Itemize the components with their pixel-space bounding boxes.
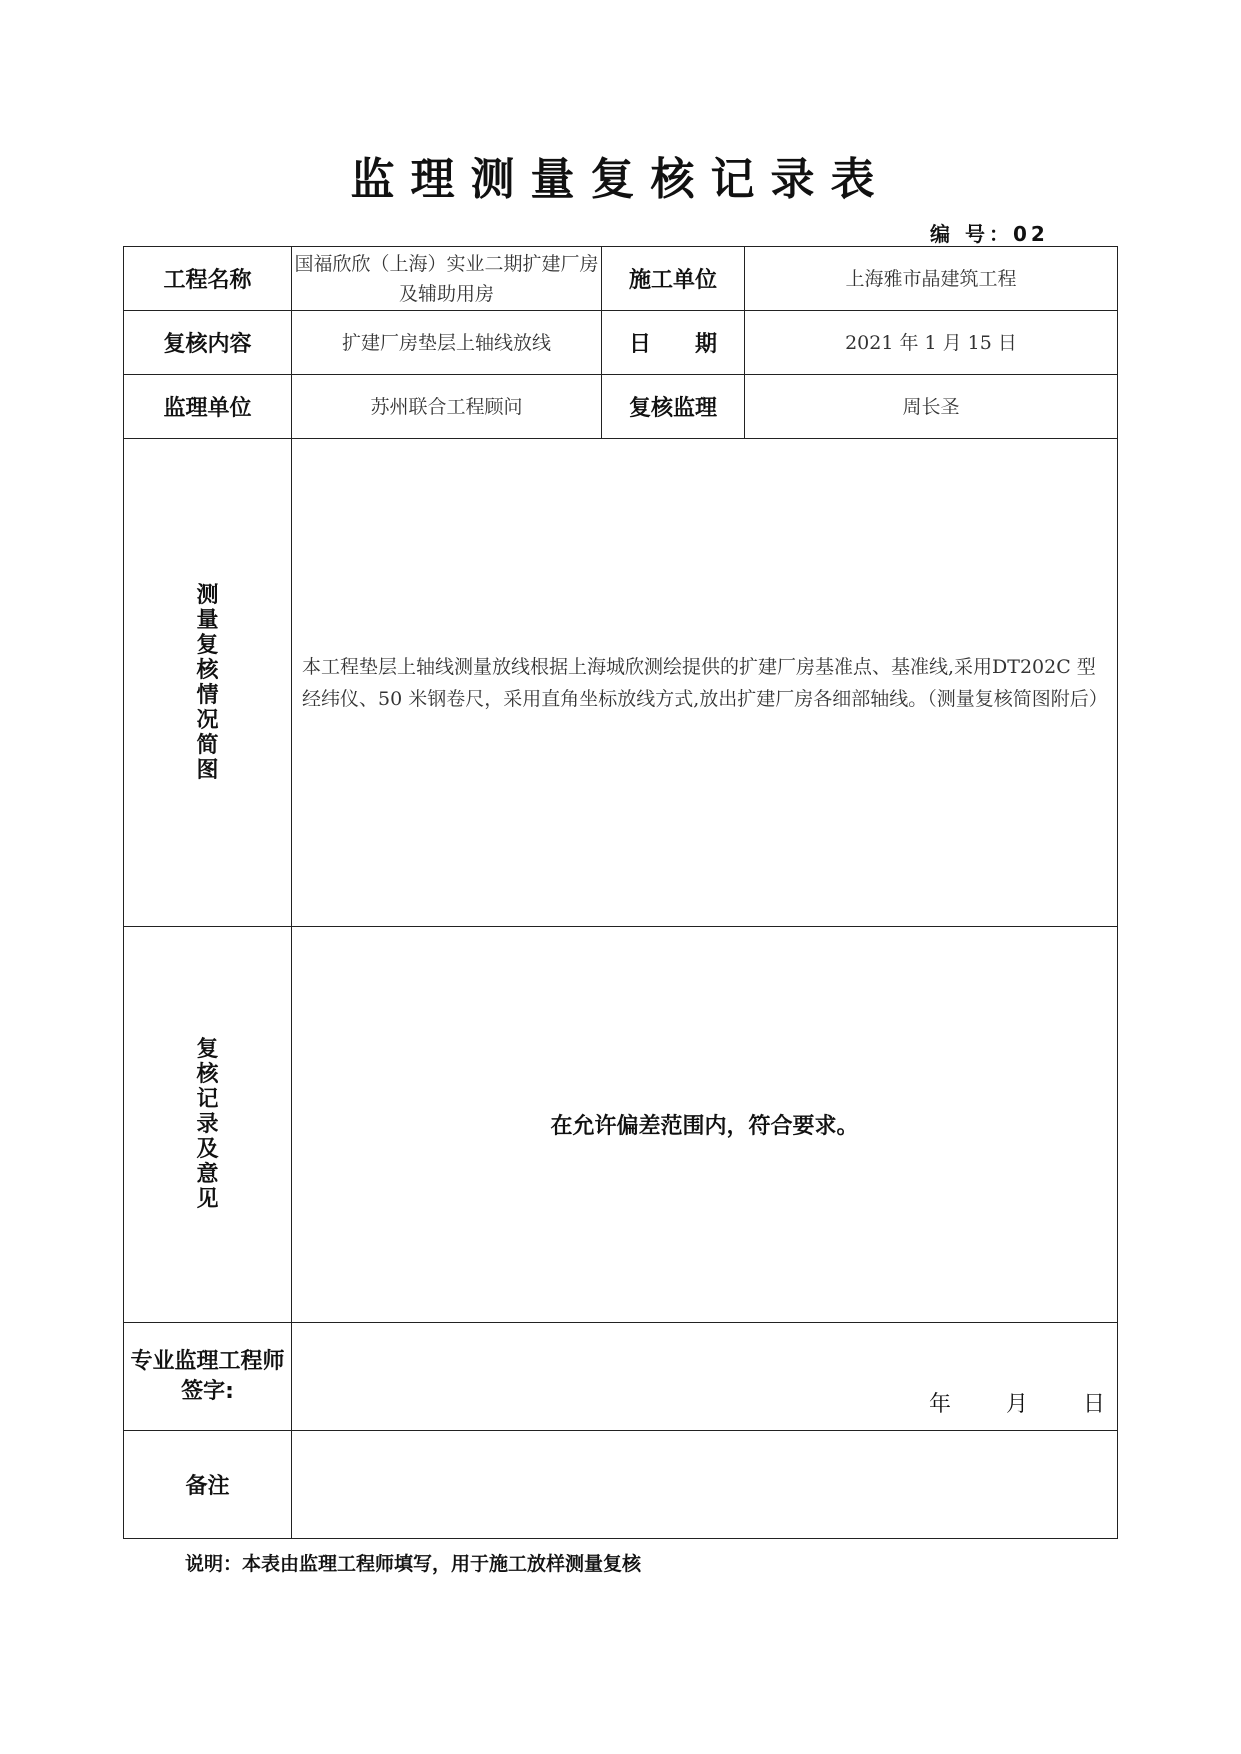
signature-month: 月 (1005, 1392, 1028, 1417)
signature-label: 专业监理工程师签字: (124, 1323, 292, 1431)
supervision-unit-value: 苏州联合工程顾问 (292, 375, 602, 439)
review-content-value: 扩建厂房垫层上轴线放线 (292, 311, 602, 375)
footer-note: 说明：本表由监理工程师填写，用于施工放样测量复核 (185, 1553, 642, 1575)
row-signature (124, 1323, 1118, 1431)
review-supervisor-value: 周长圣 (745, 375, 1118, 439)
supervision-unit-label: 监理单位 (124, 375, 292, 439)
signature-area[interactable] (292, 1323, 1118, 1431)
project-name-value: 国福欣欣（上海）实业二期扩建厂房及辅助用房 (292, 247, 602, 311)
row-project (124, 247, 1118, 311)
project-name-label: 工程名称 (124, 247, 292, 311)
signature-date (881, 1387, 1105, 1418)
remarks-value[interactable] (292, 1431, 1118, 1539)
date-label: 日 期 (602, 311, 745, 375)
signature-year: 年 (928, 1392, 951, 1417)
sketch-label: 测 量 复 核 情 况 简 图 (124, 439, 292, 927)
row-opinion (124, 927, 1118, 1323)
date-value: 2021 年 1 月 15 日 (745, 311, 1118, 375)
opinion-label: 复 核 记 录 及 意 见 (124, 927, 292, 1323)
page-title: 监理测量复核记录表 (350, 154, 891, 205)
row-supervision (124, 375, 1118, 439)
row-review-content (124, 311, 1118, 375)
review-content-label: 复核内容 (124, 311, 292, 375)
opinion-text: 在允许偏差范围内，符合要求。 (292, 927, 1118, 1323)
sketch-description: 本工程垫层上轴线测量放线根据上海城欣测绘提供的扩建厂房基准点、基准线,采用DT202C 型经纬仪、50 米钢卷尺，采用直角坐标放线方式,放出扩建厂房各细部轴线。（测量复核简图附后） (292, 439, 1118, 927)
row-remarks (124, 1431, 1118, 1539)
row-sketch (124, 439, 1118, 927)
signature-day: 日 (1082, 1392, 1105, 1417)
remarks-label: 备注 (124, 1431, 292, 1539)
contractor-value: 上海雅市晶建筑工程 (745, 247, 1118, 311)
review-record-table (123, 246, 1118, 1539)
document-number: 编 号：02 (930, 222, 1049, 246)
review-supervisor-label: 复核监理 (602, 375, 745, 439)
contractor-label: 施工单位 (602, 247, 745, 311)
